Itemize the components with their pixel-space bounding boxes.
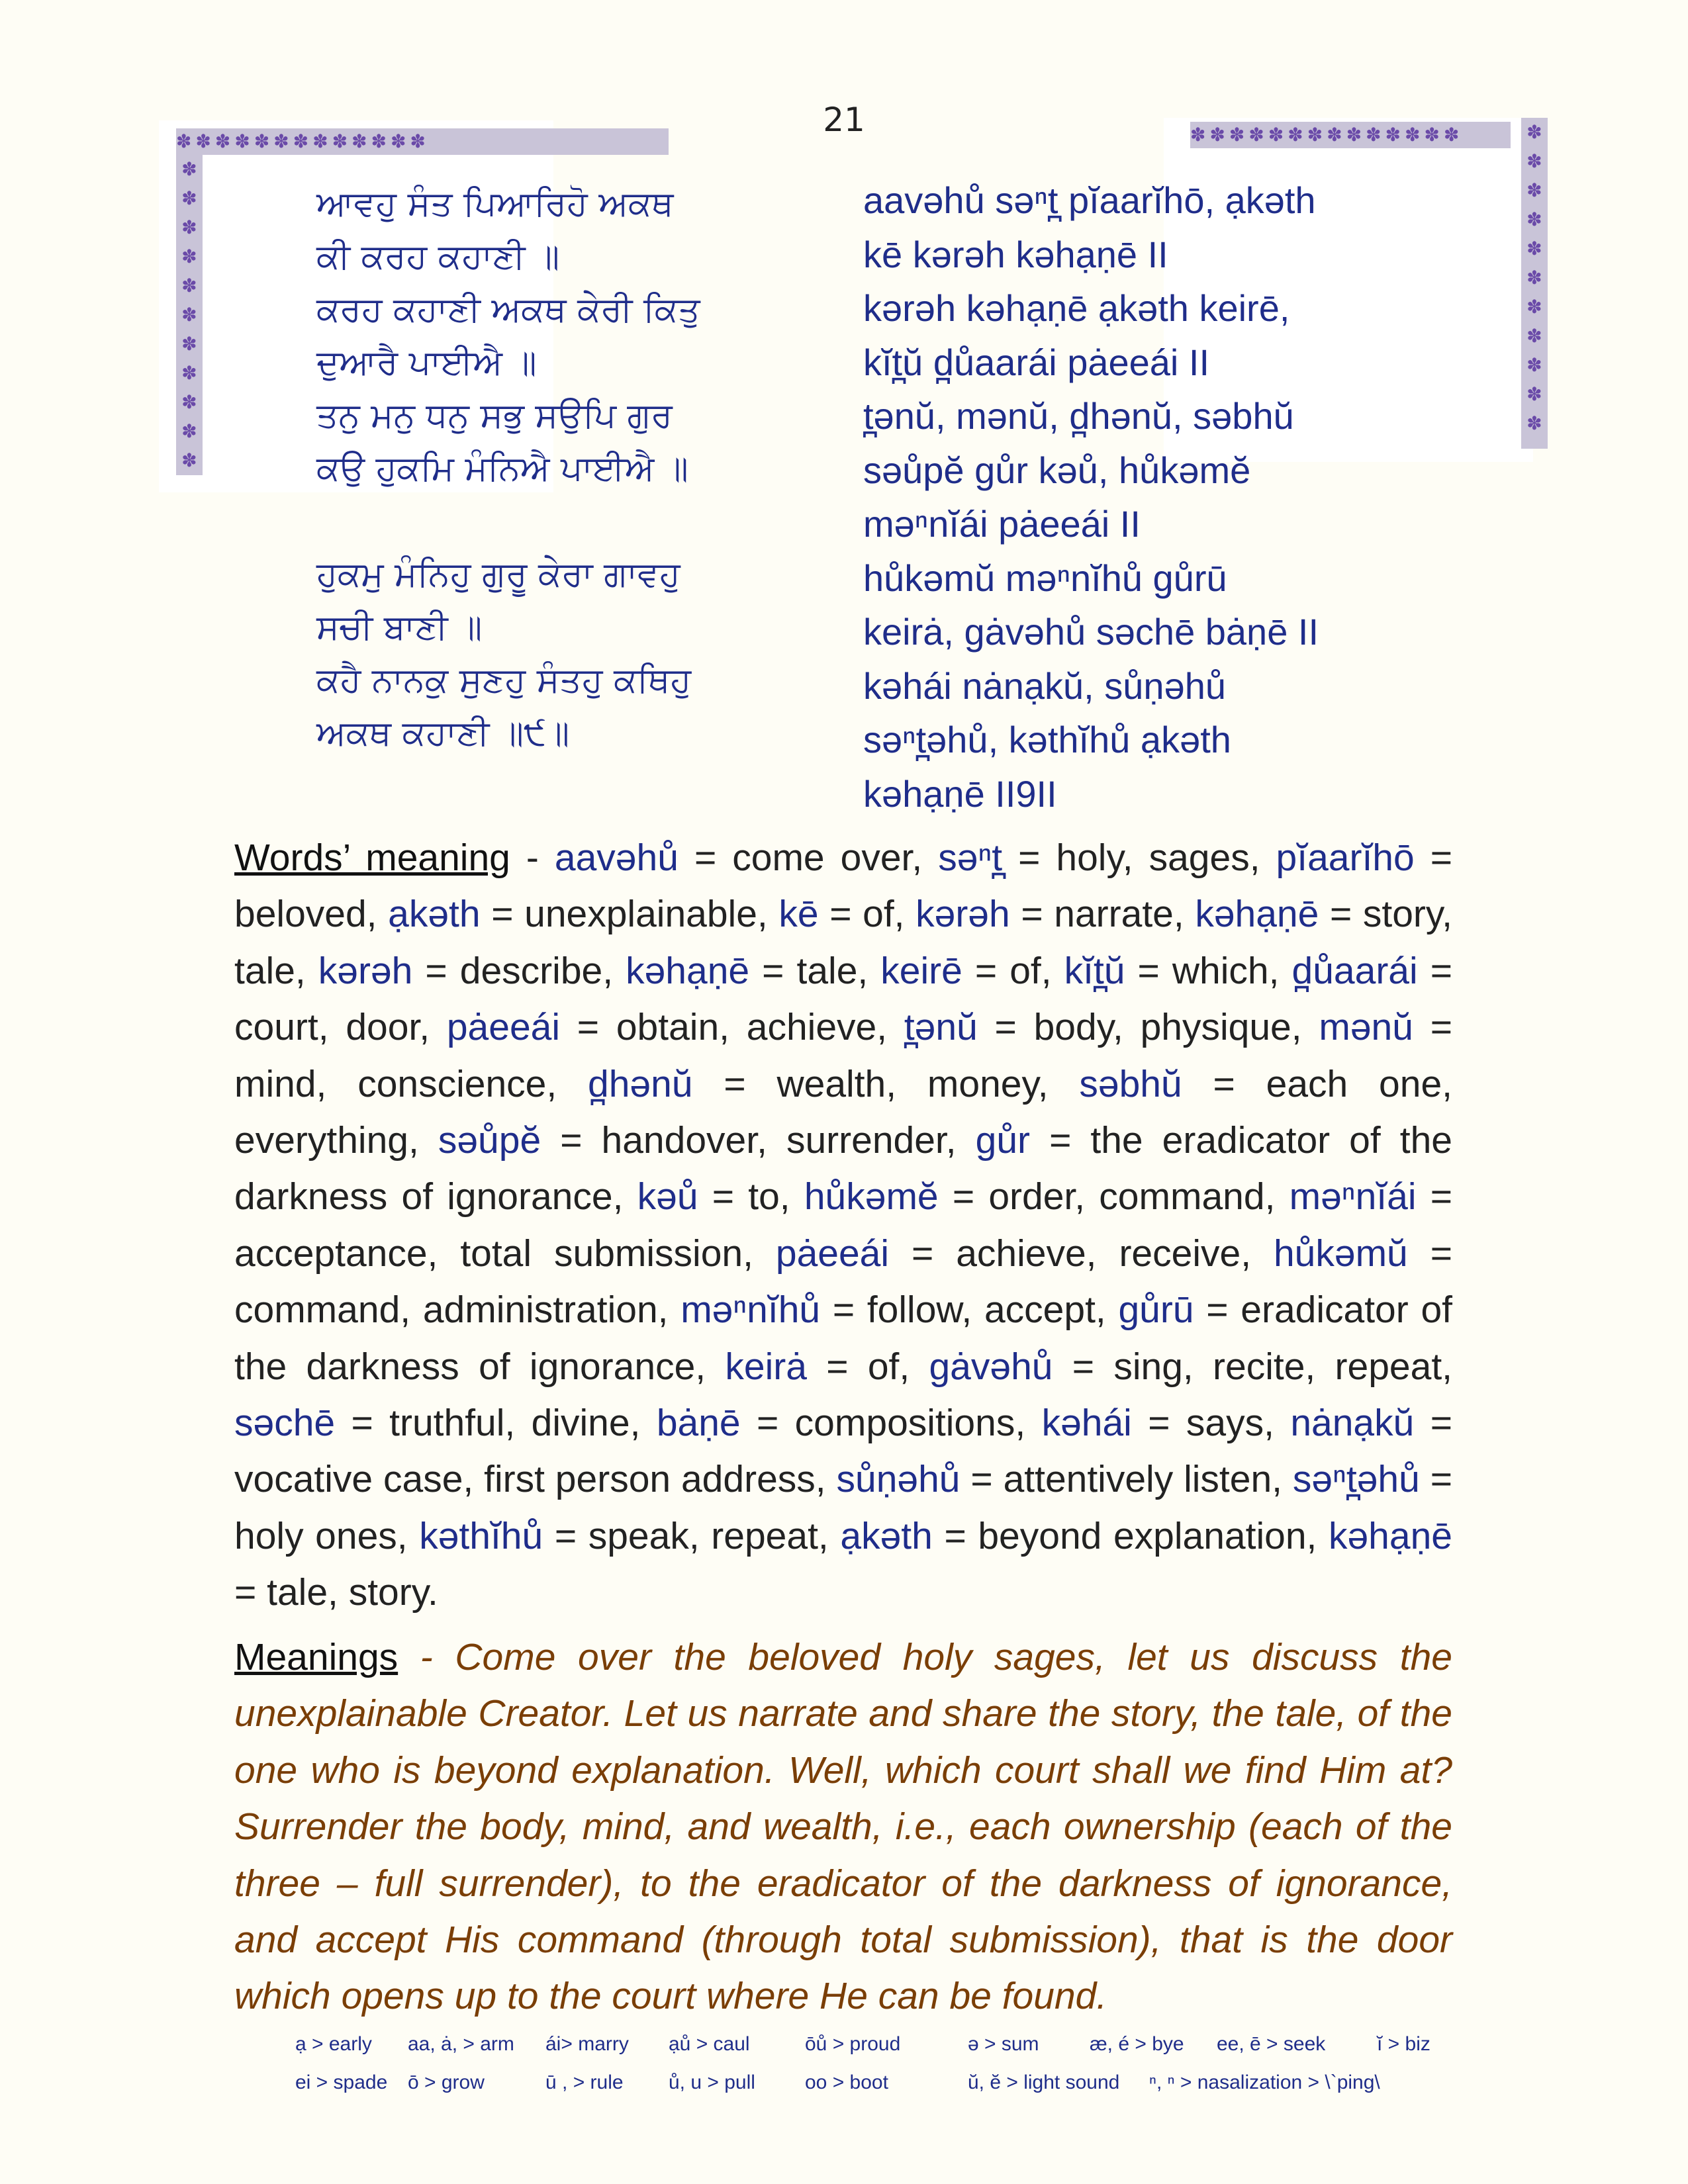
transliteration-line: kəhái nȧnạkŭ, sůṇəhů: [863, 664, 1226, 707]
transliteration-line: səůpĕ gůr kəů, hůkəmĕ: [863, 449, 1251, 491]
gloss-definition: = come over,: [678, 837, 939, 879]
gurmukhi-line: ਆਵਹੁ ਸੰਤ ਪਿਆਰਿਹੋ ਅਕਥ: [316, 184, 674, 224]
key-item: ů, u > pull: [669, 2071, 755, 2093]
gurmukhi-line: ਤਨੁ ਮਨੁ ਧਨੁ ਸਭੁ ਸਉਪਿ ਗੁਰ: [316, 396, 673, 435]
gloss-term: t̪ənŭ: [904, 1006, 978, 1049]
gloss-term: kē: [778, 893, 819, 936]
gurmukhi-gap: [316, 495, 780, 548]
gloss-definition: = describe,: [412, 949, 626, 992]
gurmukhi-line: ਹੁਕਮੁ ਮੰਨਿਹੁ ਗੁਰੂ ਕੇਰਾ ਗਾਵਹੁ: [316, 555, 680, 594]
gloss-definition: = story, tale,: [234, 893, 1453, 992]
gloss-definition: = speak, repeat,: [543, 1514, 841, 1557]
key-item: ĭ > biz: [1377, 2033, 1430, 2055]
key-item: ⁿ, ⁿ > nasalization > \`ping\: [1149, 2071, 1380, 2093]
transliteration-line: məⁿnĭái pȧeeái II: [863, 503, 1141, 545]
gloss-definition: = each one, everything,: [234, 1062, 1452, 1162]
transliteration-line: kərəh kəhạṇē ạkəth keirē,: [863, 287, 1290, 329]
gloss-definition: = beyond explanation,: [932, 1514, 1329, 1557]
gloss-term: gůr: [975, 1119, 1031, 1162]
page-number: 21: [823, 101, 865, 139]
key-item: ŭ, ĕ > light sound: [968, 2071, 1120, 2093]
transliteration-line: kəhạṇē II9II: [863, 772, 1057, 815]
meanings-heading: Meanings: [234, 1636, 399, 1678]
key-item: ə > sum: [968, 2033, 1039, 2055]
gloss-definition: = sing, recite, repeat,: [1053, 1345, 1453, 1388]
gloss-definition: = achieve, receive,: [889, 1232, 1274, 1275]
gloss-term: kəhạṇē: [1328, 1514, 1452, 1557]
gloss-definition: = of,: [962, 949, 1064, 992]
gloss-definition: = the eradicator of the darkness of ignorance,: [234, 1119, 1452, 1218]
key-item: ei > spade: [295, 2071, 388, 2093]
gloss-definition: = unexplainable,: [480, 893, 779, 936]
gurmukhi-line: ਕਰਹ ਕਹਾਣੀ ਅਕਥ ਕੇਰੀ ਕਿਤੁ: [316, 290, 700, 330]
transliteration-line: aavəhů səⁿt̪ pĭaarĭhō, ạkəth: [863, 179, 1316, 221]
gurmukhi-line: ਸਚੀ ਬਾਣੀ ॥: [316, 608, 483, 647]
gloss-definition: = holy, sages,: [1002, 837, 1276, 879]
gurmukhi-line: ਦੁਆਰੈ ਪਾਈਐ ॥: [316, 343, 537, 383]
gloss-definition: = command, administration,: [234, 1232, 1452, 1332]
gloss-term: kəhạṇē: [626, 949, 750, 992]
gloss-term: bȧṇē: [656, 1402, 741, 1445]
gloss-definition: = which,: [1125, 949, 1292, 992]
gloss-term: kərəh: [915, 893, 1010, 936]
gloss-definition: = mind, conscience,: [234, 1006, 1452, 1105]
transliteration-line: keirȧ, gȧvəhů səchē bȧṇē II: [863, 611, 1319, 653]
meanings-text: Come over the beloved holy sages, let us discuss the unexplainable Creator. Let us narrate and share the story, the tale, of the one who is beyond explanation. Well, which court shall we find Him at? Surrender the body, mind, and wealth, i.e., each ownership (each of the three – full surrender), to the eradicator of the darkness of ignorance, and accept His command (through total submission), that is the door which opens up to the court where He can be found.: [234, 1636, 1453, 2018]
border-strip-top-right: ✽✽✽✽✽✽✽✽✽✽✽✽✽✽: [1190, 122, 1511, 148]
gloss-definition: = beloved,: [234, 837, 1453, 936]
border-strip-top-left: ✽✽✽✽✽✽✽✽✽✽✽✽✽: [176, 128, 669, 155]
gurmukhi-verse: [316, 177, 780, 760]
gloss-definition: = obtain, achieve,: [560, 1006, 904, 1049]
gloss-term: d̪ůaarái: [1291, 949, 1418, 992]
gloss-definition: = handover, surrender,: [541, 1119, 976, 1162]
transliteration-verse: [863, 173, 1364, 821]
gloss-definition: = to,: [698, 1175, 804, 1218]
key-item: ạů > caul: [669, 2033, 750, 2055]
meanings-paragraph: [234, 1629, 1452, 2025]
transliteration-line: səⁿt̪əhů, kəthĭhů ạkəth: [863, 719, 1231, 760]
gloss-term: gůrū: [1118, 1289, 1194, 1332]
key-item: ōů > proud: [805, 2033, 901, 2055]
gloss-term: keirȧ: [725, 1345, 807, 1388]
border-column-left: ✽✽✽✽✽✽✽✽✽✽✽: [176, 155, 203, 475]
key-item: oo > boot: [805, 2071, 888, 2093]
gloss-definition: = body, physique,: [977, 1006, 1319, 1049]
gloss-term: keirē: [880, 949, 962, 992]
words-meaning-dash: -: [510, 837, 555, 879]
gloss-term: gȧvəhů: [929, 1345, 1053, 1388]
words-meaning-paragraph: [234, 830, 1452, 1621]
transliteration-line: kĭt̪ŭ d̪ůaarái pȧeeái II: [863, 341, 1210, 383]
gloss-term: kĭt̪ŭ: [1064, 949, 1125, 992]
gloss-definition: = of,: [806, 1345, 929, 1388]
gloss-definition: = tale, story.: [234, 1571, 438, 1614]
gurmukhi-line: ਕਹੈ ਨਾਨਕੁ ਸੁਣਹੁ ਸੰਤਹੁ ਕਥਿਹੁ: [316, 660, 692, 700]
transliteration-line: kē kərəh kəhạṇē II: [863, 233, 1168, 275]
gloss-term: pȧeeái: [446, 1006, 561, 1049]
gloss-term: səchē: [234, 1402, 336, 1445]
gloss-term: pȧeeái: [775, 1232, 890, 1275]
gloss-definition: = wealth, money,: [692, 1062, 1080, 1105]
gloss-definition: = court, door,: [234, 949, 1453, 1049]
transliteration-line: t̪ənŭ, mənŭ, d̪hənŭ, səbhŭ: [863, 395, 1294, 437]
gloss-term: aavəhů: [554, 837, 679, 879]
gurmukhi-line: ਕਉ ਹੁਕਮਿ ਮੰਨਿਐ ਪਾਈਐ ॥: [316, 449, 688, 488]
gloss-definition: = narrate,: [1009, 893, 1196, 936]
transliteration-line: hůkəmŭ məⁿnĭhů gůrū: [863, 557, 1227, 599]
gloss-definition: = truthful, divine,: [335, 1402, 657, 1445]
gloss-term: kəthĭhů: [419, 1514, 543, 1557]
words-meaning-heading: Words’ meaning: [234, 837, 510, 879]
gloss-definition: = eradicator of the darkness of ignorance,: [234, 1289, 1452, 1388]
gloss-term: səⁿt̪əhů: [1292, 1458, 1420, 1501]
gloss-term: mənŭ: [1319, 1006, 1413, 1049]
gloss-definition: = holy ones,: [234, 1458, 1453, 1557]
gloss-term: d̪hənŭ: [588, 1062, 693, 1105]
gloss-term: kəhạṇē: [1195, 893, 1319, 936]
gloss-term: səbhŭ: [1079, 1062, 1182, 1105]
gloss-definition: = follow, accept,: [820, 1289, 1119, 1332]
gloss-definition: = tale,: [749, 949, 881, 992]
gloss-definition: = acceptance, total submission,: [234, 1175, 1452, 1275]
gloss-definition: = vocative case, first person address,: [234, 1402, 1453, 1501]
key-item: æ, é > bye: [1090, 2033, 1184, 2055]
key-item: ái> marry: [545, 2033, 629, 2055]
key-item: aa, ȧ, > arm: [408, 2033, 514, 2055]
gloss-term: kəhái: [1041, 1402, 1132, 1445]
gloss-term: səⁿt̪: [938, 837, 1003, 879]
key-item: ạ > early: [295, 2033, 372, 2055]
gloss-definition: = says,: [1131, 1402, 1291, 1445]
key-item: ō > grow: [408, 2071, 485, 2093]
gurmukhi-line: ਕੀ ਕਰਹ ਕਹਾਣੀ ॥: [316, 237, 560, 277]
gloss-term: səůpĕ: [438, 1119, 541, 1162]
gloss-term: nȧnạkŭ: [1290, 1402, 1415, 1445]
gloss-term: hůkəmŭ: [1273, 1232, 1408, 1275]
gloss-term: pĭaarĭhō: [1276, 837, 1415, 879]
meanings-dash: -: [398, 1636, 455, 1678]
gloss-term: məⁿnĭhů: [680, 1289, 821, 1332]
gloss-definition: = attentively listen,: [960, 1458, 1293, 1501]
gurmukhi-line: ਅਕਥ ਕਹਾਣੀ ॥੯॥: [316, 713, 570, 753]
gloss-definition: = order, command,: [938, 1175, 1289, 1218]
key-item: ū , > rule: [545, 2071, 624, 2093]
gloss-definition: = of,: [818, 893, 916, 936]
words-meaning-body: [234, 837, 1452, 1614]
gloss-term: məⁿnĭái: [1289, 1175, 1417, 1218]
gloss-term: hůkəmĕ: [804, 1175, 939, 1218]
key-item: ee, ē > seek: [1217, 2033, 1326, 2055]
gloss-term: ạkəth: [840, 1514, 933, 1557]
border-column-right: ✽✽✽✽✽✽✽✽✽✽✽: [1521, 118, 1548, 449]
gloss-term: kərəh: [318, 949, 413, 992]
gloss-term: sůṇəhů: [836, 1458, 961, 1501]
gloss-term: ạkəth: [388, 893, 481, 936]
gloss-term: kəů: [637, 1175, 698, 1218]
gloss-definition: = compositions,: [740, 1402, 1042, 1445]
